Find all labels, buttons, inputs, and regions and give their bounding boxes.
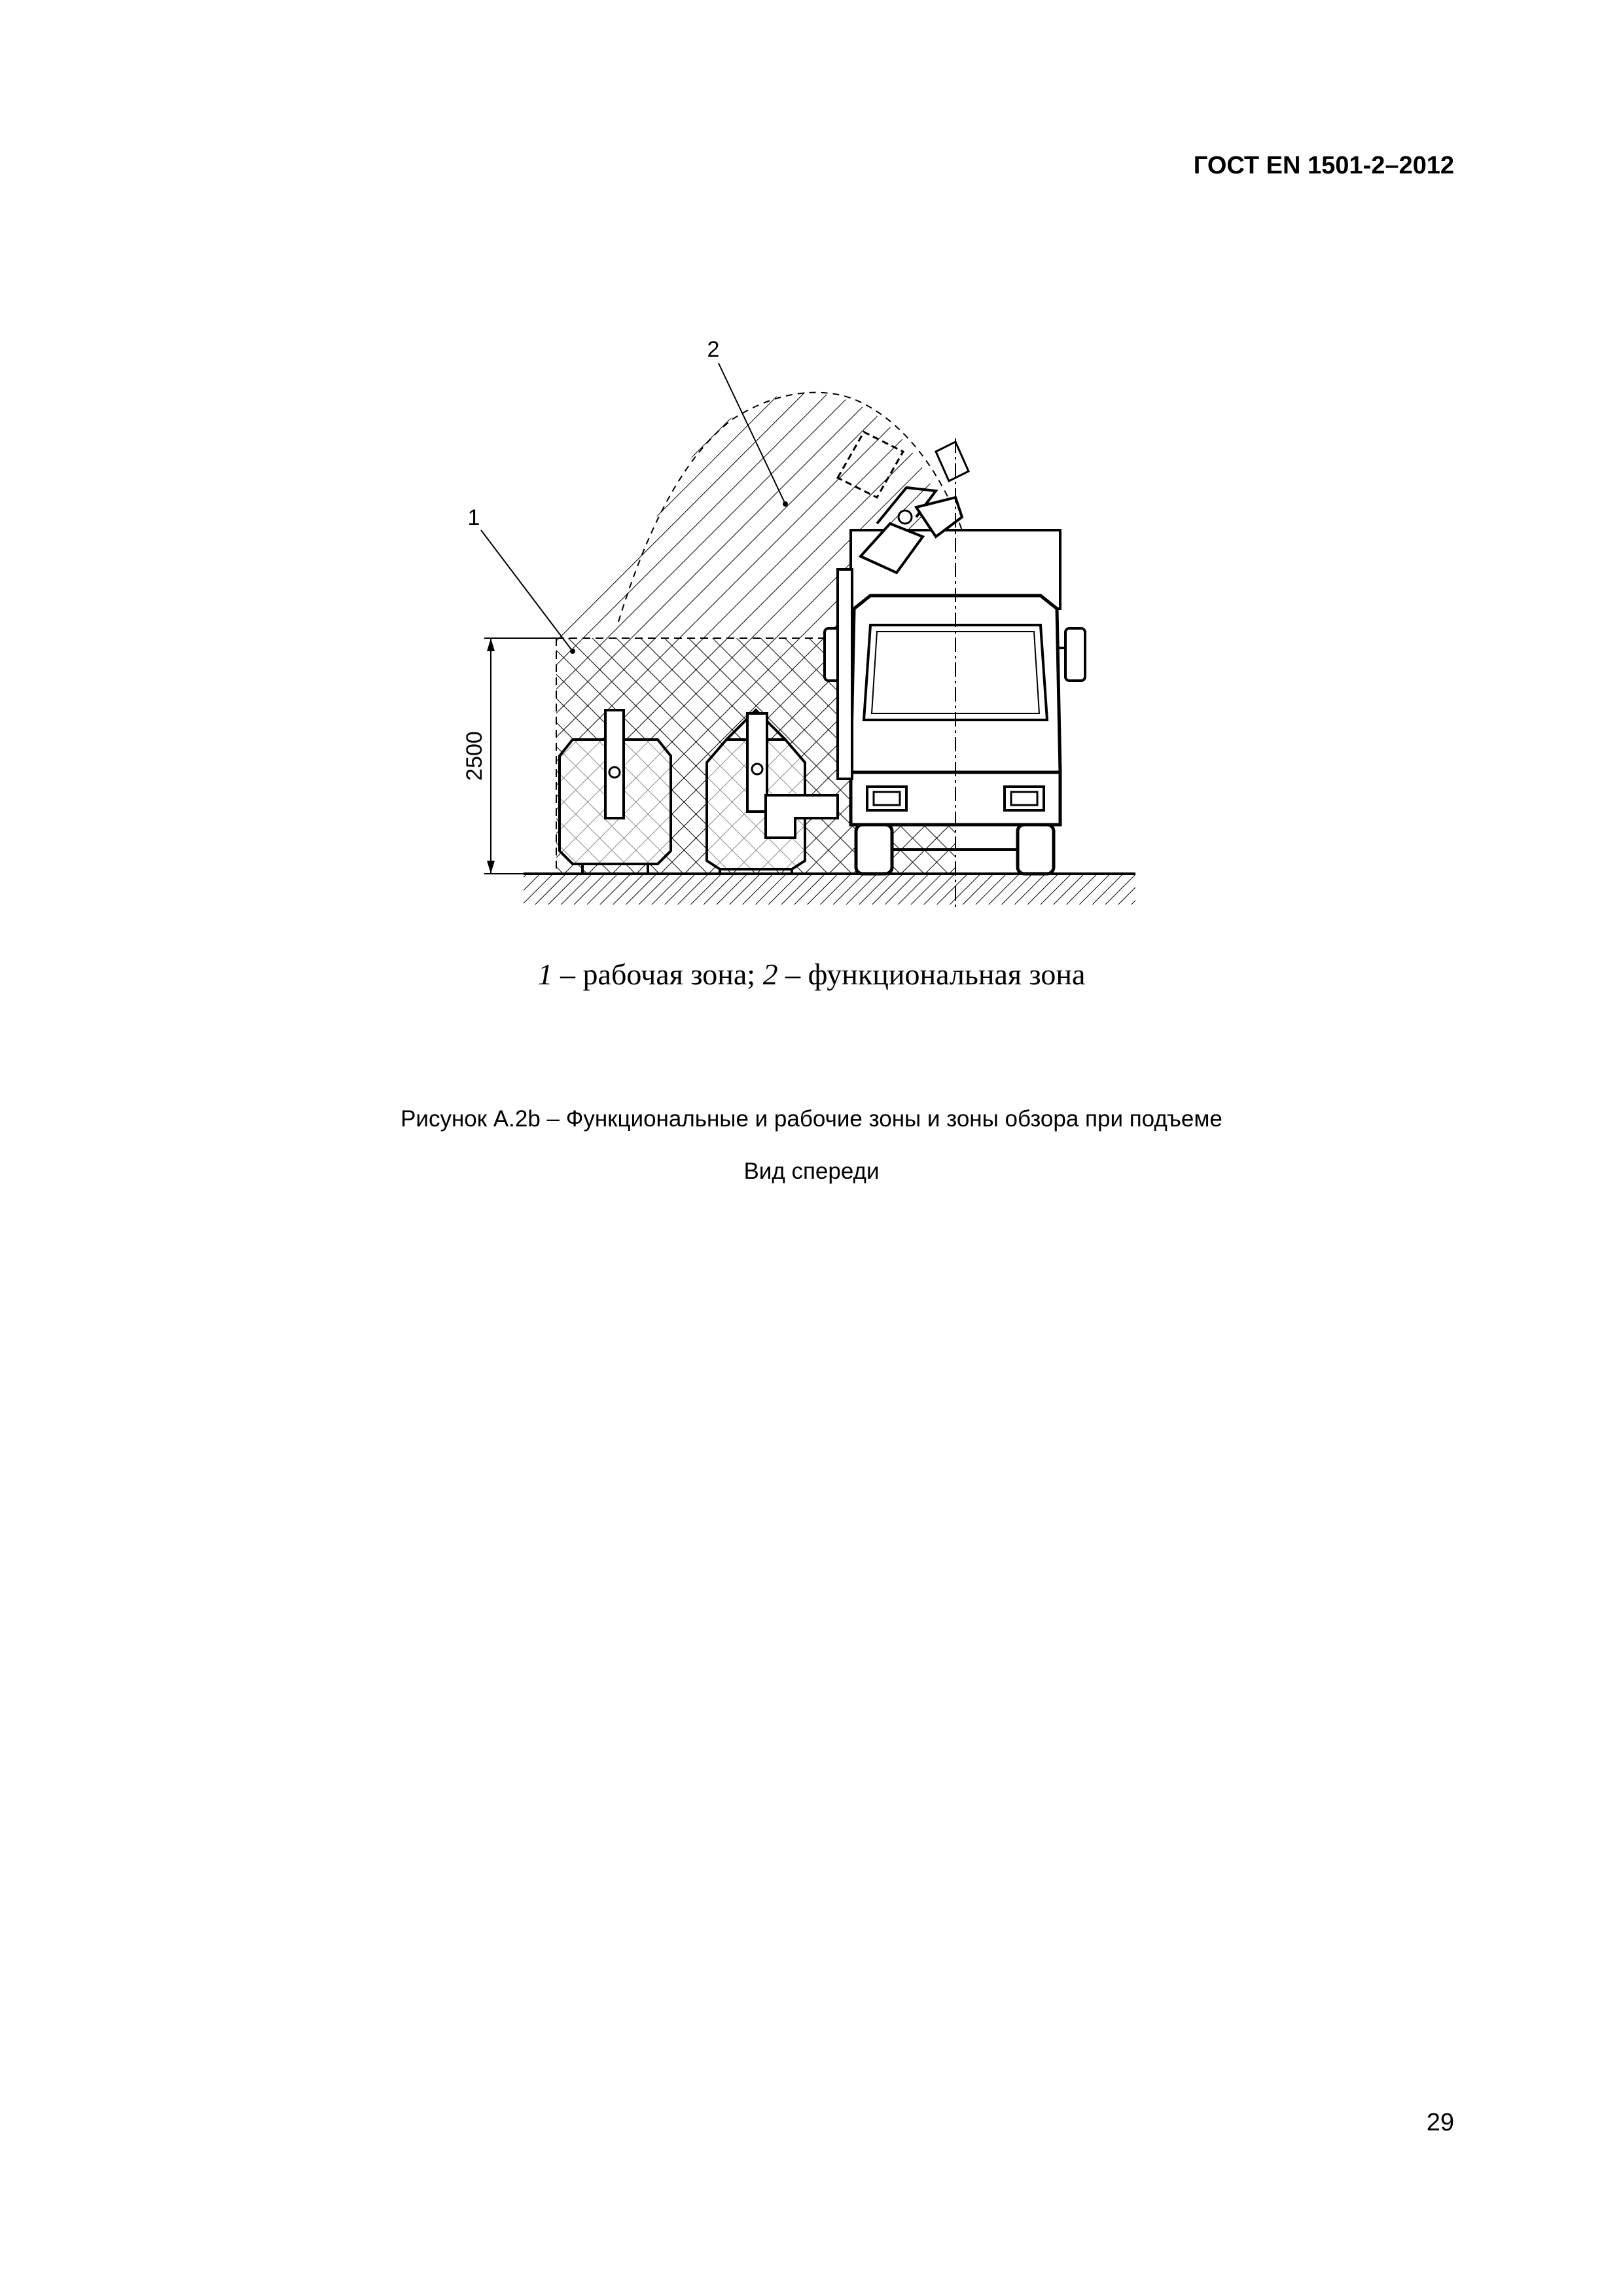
figure-drawing [419,321,1152,929]
standard-header: ГОСТ EN 1501-2–2012 [1193,152,1454,179]
figure-legend [0,957,1623,992]
technical-drawing [419,321,1152,929]
dimension-label: 2500 [462,731,487,781]
page-number: 29 [1426,2109,1454,2136]
legend-item1-text: рабочая зона; [582,958,756,991]
legend-dash-1: – [560,958,576,991]
legend-dash-2: – [785,958,801,991]
figure-subcaption: Вид спереди [743,1158,880,1184]
figure-caption: Рисунок А.2b – Функциональные и рабочие зоны и зоны обзора при подъеме [401,1106,1222,1132]
callout-2-label: 2 [707,337,720,362]
ground [524,874,1135,905]
legend-item2-number: 2 [762,958,778,991]
legend-item1-number: 1 [537,958,553,991]
callout-1-label: 1 [467,505,480,530]
dimension-2500 [462,638,556,874]
legend-item2-text: функциональная зона [808,958,1086,991]
